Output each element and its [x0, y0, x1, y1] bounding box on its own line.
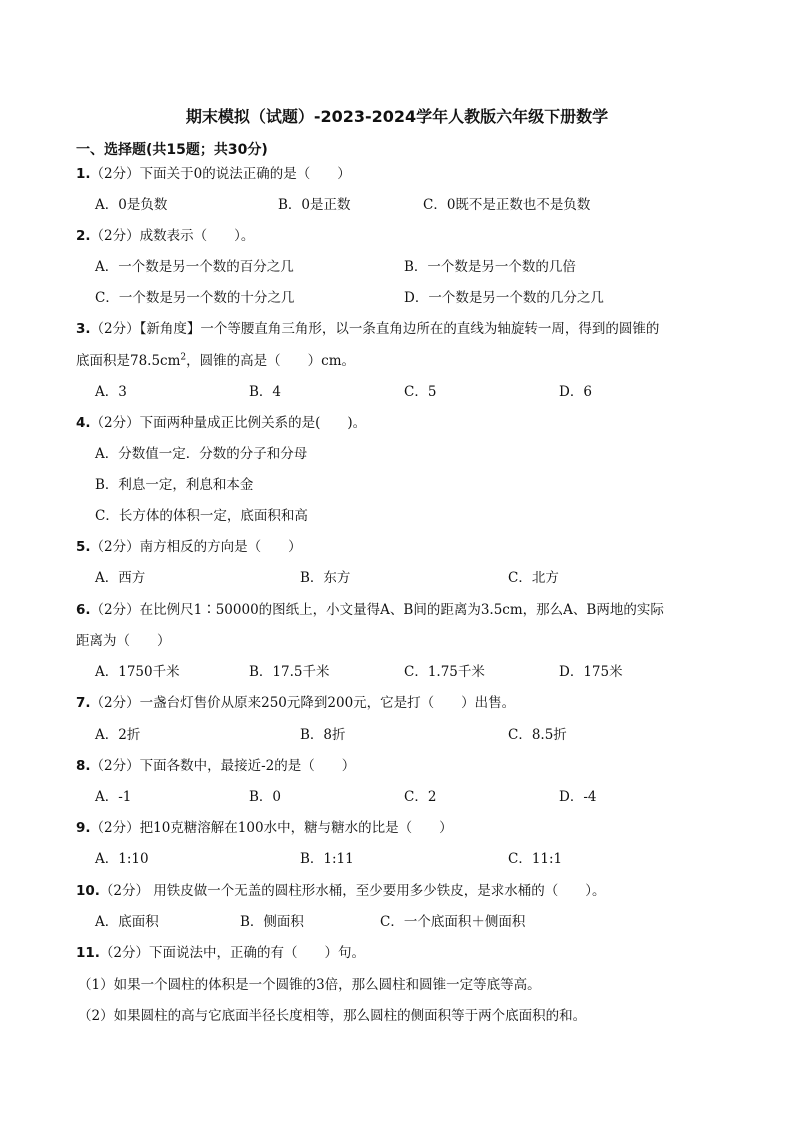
question-6 [76, 601, 664, 619]
option-7-b: B．8折 [300, 727, 346, 743]
option-1-b: B．0是正数 [278, 197, 351, 213]
superscript: 2 [180, 352, 187, 363]
option-9-b: B．1:11 [300, 851, 354, 867]
question-number: 10. [76, 883, 100, 899]
option-4-b: B．利息一定，利息和本金 [95, 477, 254, 493]
question-text: （2分）下面关于0的说法正确的是（ ） [90, 166, 351, 182]
option-9-c: C．11:1 [508, 851, 563, 867]
option-2-c: C．一个数是另一个数的十分之几 [95, 290, 295, 306]
question-text: （2分）下面说法中，正确的有（ ）句。 [99, 945, 366, 961]
question-text: （2分）成数表示（ ）。 [90, 228, 255, 244]
question-text: 底面积是78.5cm [76, 353, 181, 369]
option-2-a: A．一个数是另一个数的百分之几 [95, 259, 294, 275]
question-3 [76, 320, 659, 338]
option-5-b: B．东方 [300, 570, 351, 586]
question-4 [76, 414, 366, 432]
option-1-a: A．0是负数 [95, 197, 168, 213]
option-8-d: D．-4 [559, 789, 597, 805]
question-6-line-2: 距离为（ ） [76, 633, 171, 649]
option-7-c: C．8.5折 [508, 727, 567, 743]
option-10-a: A．底面积 [95, 914, 159, 930]
question-11 [76, 944, 365, 962]
question-1 [76, 165, 351, 183]
option-2-b: B．一个数是另一个数的几倍 [404, 259, 576, 275]
question-number: 6. [76, 602, 91, 618]
option-3-b: B．4 [249, 384, 282, 400]
question-number: 4. [76, 415, 91, 431]
question-10 [76, 882, 606, 900]
option-2-d: D．一个数是另一个数的几分之几 [404, 290, 604, 306]
option-3-c: C．5 [404, 384, 437, 400]
option-6-b: B．17.5千米 [249, 664, 330, 680]
question-number: 3. [76, 321, 91, 337]
option-1-c: C．0既不是正数也不是负数 [423, 197, 591, 213]
option-3-a: A．3 [95, 384, 127, 400]
question-2 [76, 227, 254, 245]
option-6-d: D．175米 [559, 664, 623, 680]
option-5-a: A．西方 [95, 570, 146, 586]
question-text: （2分）在比例尺1∶50000的图纸上，小文量得A、B间的距离为3.5cm，那么A、B两地的实际 [90, 602, 664, 618]
option-9-a: A．1:10 [95, 851, 149, 867]
question-5 [76, 538, 302, 556]
question-number: 2. [76, 228, 91, 244]
statement-2: （2）如果圆柱的高与它底面半径长度相等，那么圆柱的侧面积等于两个底面积的和。 [78, 1008, 587, 1024]
statement-1: （1）如果一个圆柱的体积是一个圆锥的3倍，那么圆柱和圆锥一定等底等高。 [78, 977, 541, 993]
question-number: 7. [76, 695, 91, 711]
question-text: （2分）一盏台灯售价从原来250元降到200元，它是打（ ）出售。 [90, 695, 516, 711]
question-number: 1. [76, 166, 91, 182]
question-text: （2分）下面两种量成正比例关系的是( )。 [90, 415, 367, 431]
option-10-c: C．一个底面积＋侧面积 [380, 914, 526, 930]
option-6-a: A．1750千米 [95, 664, 180, 680]
question-3-line-2 [76, 352, 355, 370]
option-8-c: C．2 [404, 789, 437, 805]
question-text: （2分） 用铁皮做一个无盖的圆柱形水桶，至少要用多少铁皮，是求水桶的（ ）。 [99, 883, 606, 899]
question-number: 9. [76, 820, 91, 836]
question-number: 11. [76, 945, 100, 961]
option-6-c: C．1.75千米 [404, 664, 485, 680]
question-text: ，圆锥的高是（ ）cm。 [186, 353, 356, 369]
question-text: （2分）把10克糖溶解在100水中，糖与糖水的比是（ ） [90, 820, 453, 836]
question-8 [76, 757, 355, 775]
option-5-c: C．北方 [508, 570, 559, 586]
option-4-a: A．分数值一定．分数的分子和分母 [95, 446, 308, 462]
question-7 [76, 694, 515, 712]
option-4-c: C．长方体的体积一定，底面积和高 [95, 508, 308, 524]
question-number: 5. [76, 539, 91, 555]
question-9 [76, 819, 453, 837]
option-10-b: B．侧面积 [240, 914, 304, 930]
question-number: 8. [76, 758, 91, 774]
question-text: （2分）下面各数中，最接近-2的是（ ） [90, 758, 356, 774]
section-heading: 一、选择题(共15题；共30分) [76, 142, 268, 158]
page-title: 期末模拟（试题）-2023-2024学年人教版六年级下册数学 [185, 107, 609, 126]
option-8-a: A．-1 [95, 789, 132, 805]
option-7-a: A．2折 [95, 727, 141, 743]
option-3-d: D．6 [559, 384, 592, 400]
question-text: （2分）南方相反的方向是（ ） [90, 539, 302, 555]
option-8-b: B．0 [249, 789, 282, 805]
question-text: （2分）【新角度】一个等腰直角三角形，以一条直角边所在的直线为轴旋转一周，得到的圆锥的 [90, 321, 660, 337]
